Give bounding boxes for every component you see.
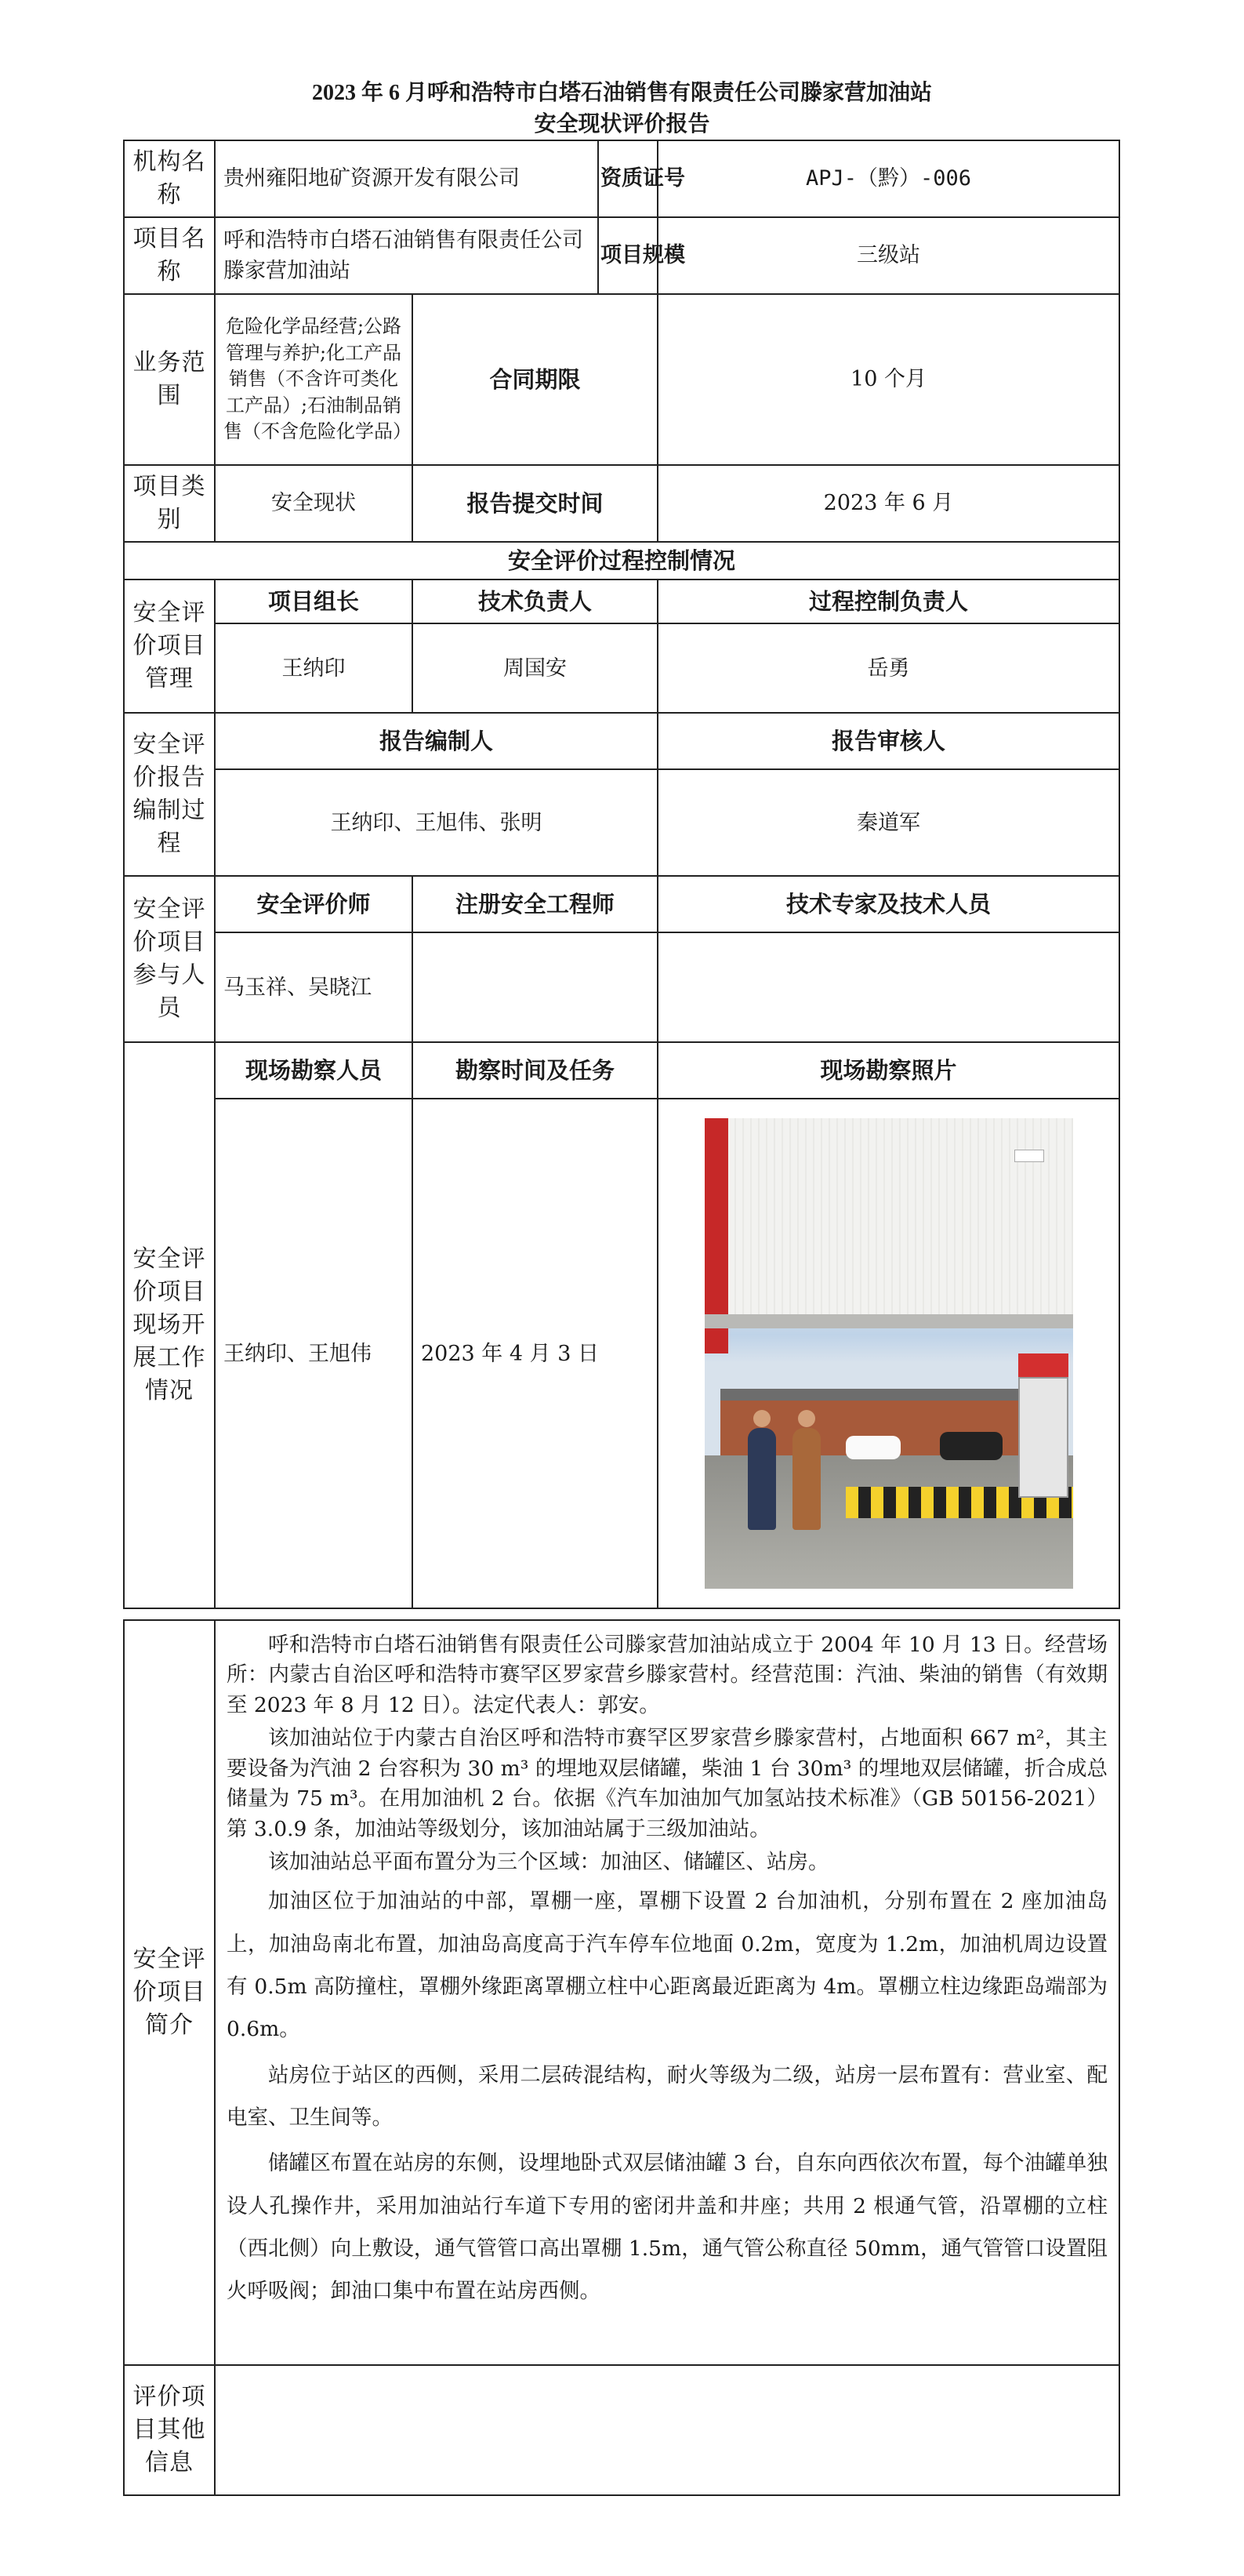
process-lead: 岳勇 <box>658 623 1119 713</box>
reviewer: 秦道军 <box>658 769 1119 876</box>
contract-period-label: 合同期限 <box>412 294 658 465</box>
project-scale-label: 项目规模 <box>598 217 658 294</box>
contract-period: 10 个月 <box>658 294 1119 465</box>
tech-lead: 周国安 <box>412 623 658 713</box>
surveyors: 王纳印、王旭伟 <box>215 1099 412 1608</box>
white-car <box>846 1436 901 1459</box>
project-name-label: 项目名称 <box>124 217 215 294</box>
surveyors-label: 现场勘察人员 <box>215 1042 412 1099</box>
team-leader: 王纳印 <box>215 623 412 713</box>
qualification-number: APJ-（黔）-006 <box>658 140 1119 217</box>
intro-paragraph: 储罐区布置在站房的东侧，设埋地卧式双层储油罐 3 台，自东向西依次布置，每个油罐单独设人孔操作井，采用加油站行车道下专用的密闭井盖和井座；共用 2 根通气管，沿罩棚的立柱（西北侧）向上敷设，通气管管口高出罩棚 1.5m，通气管公称直径 50mm，通气管管口设置阻火呼吸阀；卸油口集中布置在站房西侧。 <box>227 2151 1108 2304</box>
project-info-table <box>123 140 1120 1609</box>
other-info-label: 评价项目其他信息 <box>124 2365 215 2495</box>
intro-paragraph: 该加油站总平面布置分为三个区域：加油区、储罐区、站房。 <box>268 1849 829 1874</box>
surveyor-head-1 <box>753 1410 771 1427</box>
participants-label: 安全评价项目参与人员 <box>124 876 215 1042</box>
team-leader-label: 项目组长 <box>215 580 412 623</box>
intro-label: 安全评价项目简介 <box>124 1620 215 2365</box>
intro-paragraph: 呼和浩特市白塔石油销售有限责任公司滕家营加油站成立于 2004 年 10 月 13 日。经营场所：内蒙古自治区呼和浩特市赛罕区罗家营乡滕家营村。经营范围：汽油、柴油的销售（有效期至 2023 年 8 月 12 日）。法定代表人：郭安。 <box>227 1633 1108 1717</box>
canopy-ceiling <box>705 1118 1073 1322</box>
org-name-label: 机构名称 <box>124 140 215 217</box>
site-work-label: 安全评价项目现场开展工作情况 <box>124 1042 215 1608</box>
intro-paragraph: 该加油站位于内蒙古自治区呼和浩特市赛罕区罗家营乡滕家营村，占地面积 667 m²，其主要设备为汽油 2 台容积为 30 m³ 的埋地双层储罐，柴油 1 台 30m³ 的埋地双层储罐，折合成总储量为 75 m³。在用加油机 2 台。依据《汽车加油加气加氢站技术标准》（GB 50156-2021）第 3.0.9 条，加油站等级划分，该加油站属于三级加油站。 <box>227 1726 1108 1841</box>
compiler-label: 报告编制人 <box>215 713 658 769</box>
other-info <box>215 2365 1119 2495</box>
tech-lead-label: 技术负责人 <box>412 580 658 623</box>
evaluator-label: 安全评价师 <box>215 876 412 932</box>
intro-paragraph: 加油区位于加油站的中部，罩棚一座，罩棚下设置 2 台加油机，分别布置在 2 座加油岛上，加油岛南北布置，加油岛高度高于汽车停车位地面 0.2m，宽度为 1.2m，加油机周边设置有 0.5m 高防撞柱，罩棚外缘距离罩棚立柱中心距离最近距离为 4m。罩棚立柱边缘距岛端部为 0.6m。 <box>227 1889 1108 2042</box>
business-scope: 危险化学品经营;公路管理与养护;化工产品销售（不含许可类化工产品）;石油制品销售（不含危险化学品） <box>215 294 412 465</box>
reviewer-label: 报告审核人 <box>658 713 1119 769</box>
photo-label: 现场勘察照片 <box>658 1042 1119 1099</box>
qualification-label: 资质证号 <box>598 140 658 217</box>
survey-time: 2023 年 4 月 3 日 <box>412 1099 658 1608</box>
compile-label: 安全评价报告编制过程 <box>124 713 215 876</box>
canopy-lamp <box>1014 1150 1044 1162</box>
intro-content <box>215 1620 1119 2365</box>
surveyor-head-2 <box>798 1410 815 1427</box>
experts-label: 技术专家及技术人员 <box>658 876 1119 932</box>
surveyor-person-1 <box>748 1428 776 1530</box>
org-name: 贵州雍阳地矿资源开发有限公司 <box>215 140 598 217</box>
mgmt-label: 安全评价项目管理 <box>124 580 215 713</box>
canopy-edge <box>705 1314 1073 1328</box>
site-photo-cell <box>658 1099 1119 1608</box>
process-lead-label: 过程控制负责人 <box>658 580 1119 623</box>
safety-engineer <box>412 932 658 1042</box>
project-scale: 三级站 <box>658 217 1119 294</box>
site-survey-photo <box>705 1118 1073 1589</box>
compilers: 王纳印、王旭伟、张明 <box>215 769 658 876</box>
fuel-dispenser <box>1018 1377 1068 1498</box>
surveyor-person-2 <box>792 1428 821 1530</box>
evaluators: 马玉祥、吴晓江 <box>215 932 412 1042</box>
safety-engineer-label: 注册安全工程师 <box>412 876 658 932</box>
report-title-line2: 安全现状评价报告 <box>534 112 710 136</box>
business-scope-label: 业务范围 <box>124 294 215 465</box>
report-title-line1: 2023 年 6 月呼和浩特市白塔石油销售有限责任公司滕家营加油站 <box>311 81 932 105</box>
black-car <box>940 1432 1003 1460</box>
project-intro-table <box>123 1619 1120 2496</box>
project-type: 安全现状 <box>215 465 412 542</box>
survey-time-label: 勘察时间及任务 <box>412 1042 658 1099</box>
report-submit-label: 报告提交时间 <box>412 465 658 542</box>
intro-paragraph: 站房位于站区的西侧，采用二层砖混结构，耐火等级为二级，站房一层布置有：营业室、配电室、卫生间等。 <box>227 2062 1108 2130</box>
project-type-label: 项目类别 <box>124 465 215 542</box>
experts <box>658 932 1119 1042</box>
pump-sign <box>1018 1353 1068 1379</box>
project-name: 呼和浩特市白塔石油销售有限责任公司滕家营加油站 <box>215 217 598 294</box>
process-control-header: 安全评价过程控制情况 <box>124 542 1119 580</box>
report-submit-time: 2023 年 6 月 <box>658 465 1119 542</box>
